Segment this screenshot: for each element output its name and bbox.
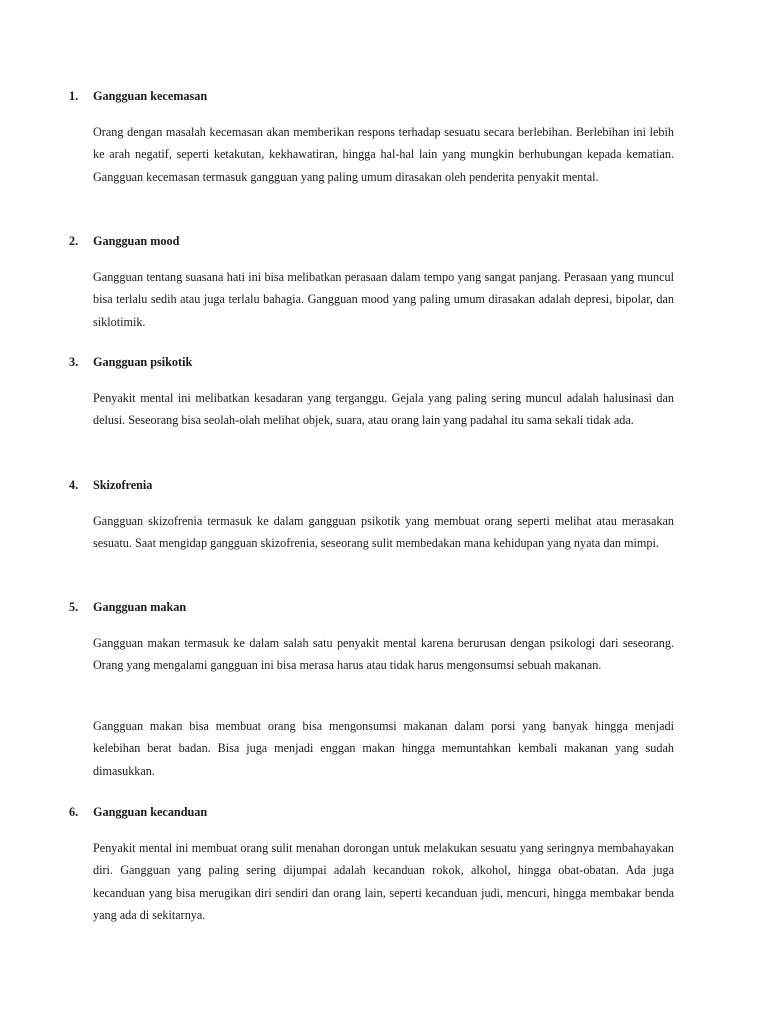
section-title: Gangguan psikotik [93, 355, 193, 369]
section-paragraph: Gangguan skizofrenia termasuk ke dalam gangguan psikotik yang membuat orang seperti melihat atau merasakan sesuatu. Saat mengidap gangguan skizofrenia, seseorang sulit membedakan mana kehidupan yang nyata dan mimpi. [93, 514, 674, 551]
section-heading [69, 88, 207, 104]
section-heading [69, 354, 192, 370]
section-heading [69, 233, 179, 249]
section-title: Gangguan kecanduan [93, 805, 208, 819]
section-title: Gangguan kecemasan [93, 89, 208, 103]
section-paragraph: Penyakit mental ini melibatkan kesadaran yang terganggu. Gejala yang paling sering muncul adalah halusinasi dan delusi. Seseorang bisa seolah-olah melihat objek, suara, atau orang lain yang padahal itu sama sekali tidak ada. [93, 391, 674, 428]
section-number: 3. [69, 355, 79, 369]
section-paragraph: Penyakit mental ini membuat orang sulit menahan dorongan untuk melakukan sesuatu yang seringnya membahayakan diri. Gangguan yang paling sering dijumpai adalah kecanduan rokok, alkohol, hingga obat-obatan. Ada juga kecanduan yang bisa merugikan diri sendiri dan orang lain, seperti kecanduan judi, mencuri, hingga membakar benda yang ada di sekitarnya. [93, 841, 674, 923]
section-number: 6. [69, 805, 79, 819]
section-number: 1. [69, 89, 79, 103]
section-paragraph: Gangguan tentang suasana hati ini bisa melibatkan perasaan dalam tempo yang sangat panjang. Perasaan yang muncul bisa terlalu sedih atau juga terlalu bahagia. Gangguan mood yang paling umum dirasakan adalah depresi, bipolar, dan siklotimik. [93, 270, 674, 329]
section-heading [69, 804, 207, 820]
section-title: Skizofrenia [93, 478, 153, 492]
section-number: 4. [69, 478, 79, 492]
section-number: 5. [69, 600, 79, 614]
section-paragraph: Gangguan makan bisa membuat orang bisa mengonsumsi makanan dalam porsi yang banyak hingga menjadi kelebihan berat badan. Bisa juga menjadi enggan makan hingga memuntahkan kembali makanan yang sudah dimasukkan. [93, 719, 674, 778]
section-title: Gangguan mood [93, 234, 180, 248]
section-paragraph: Orang dengan masalah kecemasan akan memberikan respons terhadap sesuatu secara berlebihan. Berlebihan ini lebih ke arah negatif, seperti ketakutan, kekhawatiran, hingga hal-hal lain yang mungkin berhubungan kepada kematian. Gangguan kecemasan termasuk gangguan yang paling umum dirasakan oleh penderita penyakit mental. [93, 125, 674, 184]
section-heading [69, 477, 152, 493]
section-title: Gangguan makan [93, 600, 187, 614]
section-paragraph: Gangguan makan termasuk ke dalam salah satu penyakit mental karena berurusan dengan psikologi dari seseorang. Orang yang mengalami gangguan ini bisa merasa harus atau tidak harus mengonsumsi sebuah makanan. [93, 636, 674, 673]
section-number: 2. [69, 234, 79, 248]
section-heading [69, 599, 186, 615]
